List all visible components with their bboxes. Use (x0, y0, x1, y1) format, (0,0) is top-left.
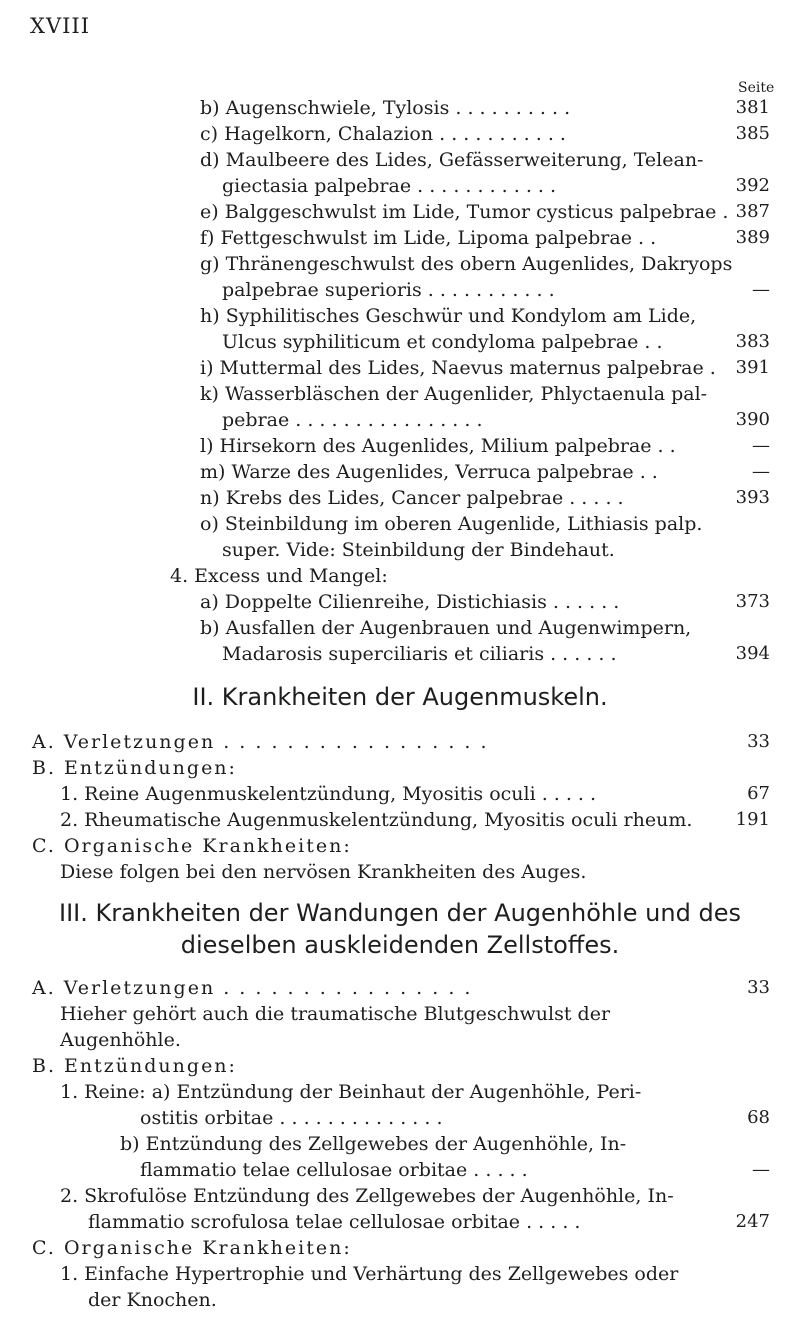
toc-line (88, 1288, 770, 1312)
page-ref: 385 (735, 123, 770, 144)
page-ref: 394 (735, 643, 770, 664)
toc-line (200, 122, 770, 146)
toc-line (200, 96, 770, 120)
toc-line (222, 408, 770, 432)
toc-entry: Augenhöhle. (60, 1029, 181, 1051)
toc-entry: palpebrae superioris . . . . . . . . . . . (222, 279, 555, 301)
toc-entry: h) Syphilitisches Geschwür und Kondylom am Lide, (200, 305, 697, 327)
section-heading: III. Krankheiten der Wandungen der Augenhöhle und des (59, 899, 741, 927)
section-heading-continued: dieselben auskleidenden Zellstoffes. (180, 931, 620, 959)
toc-entry: Ulcus syphiliticum et condyloma palpebrae . . (222, 331, 663, 353)
toc-entry: f) Fettgeschwulst im Lide, Lipoma palpebrae . . (200, 227, 657, 249)
toc-line (200, 304, 770, 328)
toc-entry: 1. Einfache Hypertrophie und Verhärtung des Zellgewebes oder (60, 1263, 679, 1285)
page-ref: 33 (747, 977, 770, 998)
toc-entry: b) Augenschwiele, Tylosis . . . . . . . . . . (200, 97, 571, 119)
toc-entry: A. Verletzungen . . . . . . . . . . . . . . . . (32, 977, 473, 999)
page-number: XVIII (30, 14, 91, 38)
toc-line (200, 382, 770, 406)
toc-entry: m) Warze des Augenlides, Verruca palpebrae . . (200, 461, 658, 483)
page-ref: 33 (747, 731, 770, 752)
toc-entry: a) Doppelte Cilienreihe, Distichiasis . . . . . . (200, 591, 620, 613)
toc-entry: B. Entzündungen: (32, 757, 237, 779)
page-ref: 387 (735, 201, 770, 222)
toc-entry: d) Maulbeere des Lides, Gefässerweiterung, Telean- (200, 149, 704, 171)
section-heading: II. Krankheiten der Augenmuskeln. (192, 683, 608, 711)
page-ref: 392 (735, 175, 770, 196)
toc-line (200, 148, 770, 172)
toc-line (222, 538, 770, 562)
page-ref: 383 (735, 331, 770, 352)
toc-entry: der Knochen. (88, 1289, 217, 1311)
toc-line (60, 808, 770, 832)
toc-entry: o) Steinbildung im oberen Augenlide, Lithiasis palp. (200, 513, 703, 535)
toc-line (32, 1054, 770, 1078)
toc-entry: flammatio scrofulosa telae cellulosae orbitae . . . . . (88, 1211, 581, 1233)
page-ref: — (752, 435, 770, 456)
toc-entry: l) Hirsekorn des Augenlides, Milium palpebrae . . (200, 435, 676, 457)
toc-entry: ostitis orbitae . . . . . . . . . . . . . . (140, 1107, 443, 1129)
toc-entry: 2. Rheumatische Augenmuskelentzündung, Myositis oculi rheum. (60, 809, 693, 831)
toc-line (60, 860, 770, 884)
toc-entry: C. Organische Krankheiten: (32, 1237, 352, 1259)
page-ref: 389 (735, 227, 770, 248)
toc-line (200, 226, 770, 250)
toc-line (140, 1158, 770, 1182)
page-ref: 390 (735, 409, 770, 430)
page-ref: 393 (735, 487, 770, 508)
seite-label: Seite (738, 80, 775, 96)
toc-entry: n) Krebs des Lides, Cancer palpebrae . . . . . (200, 487, 624, 509)
toc-line (60, 1184, 770, 1208)
toc-line (32, 730, 770, 754)
toc-entry: k) Wasserbläschen der Augenlider, Phlyctaenula pal- (200, 383, 708, 405)
toc-line (200, 616, 770, 640)
toc-line (60, 1080, 770, 1104)
toc-line (222, 330, 770, 354)
page-ref: 247 (735, 1211, 770, 1232)
toc-entry: i) Muttermal des Lides, Naevus maternus palpebrae . (200, 357, 716, 379)
toc-entry: 4. Excess und Mangel: (170, 565, 388, 587)
toc-line (200, 590, 770, 614)
toc-line (32, 1236, 770, 1260)
toc-entry: A. Verletzungen . . . . . . . . . . . . . . . . . (32, 731, 489, 753)
toc-entry: b) Entzündung des Zellgewebes der Augenhöhle, In- (120, 1133, 627, 1155)
toc-line (200, 252, 770, 276)
page-ref: — (752, 279, 770, 300)
toc-line (200, 512, 770, 536)
toc-entry: 2. Skrofulöse Entzündung des Zellgewebes der Augenhöhle, In- (60, 1185, 674, 1207)
page-ref: — (752, 1159, 770, 1180)
page-ref: 391 (735, 357, 770, 378)
toc-line (88, 1210, 770, 1234)
toc-entry: B. Entzündungen: (32, 1055, 237, 1077)
toc-entry: c) Hagelkorn, Chalazion . . . . . . . . . . . (200, 123, 566, 145)
toc-entry: b) Ausfallen der Augenbrauen und Augenwimpern, (200, 617, 692, 639)
page-ref: 191 (735, 809, 770, 830)
toc-line (200, 486, 770, 510)
page-ref: — (752, 461, 770, 482)
toc-entry: 1. Reine Augenmuskelentzündung, Myositis oculi . . . . . (60, 783, 597, 805)
toc-entry: flammatio telae cellulosae orbitae . . . . . (140, 1159, 528, 1181)
toc-line (140, 1106, 770, 1130)
toc-line (200, 460, 770, 484)
toc-entry: super. Vide: Steinbildung der Bindehaut. (222, 539, 615, 561)
toc-line (32, 756, 770, 780)
toc-entry: C. Organische Krankheiten: (32, 835, 352, 857)
toc-line (170, 564, 770, 588)
toc-line (200, 200, 770, 224)
toc-line (200, 434, 770, 458)
toc-entry: Hieher gehört auch die traumatische Blutgeschwulst der (60, 1003, 611, 1025)
toc-line (60, 1002, 770, 1026)
toc-entry: Diese folgen bei den nervösen Krankheiten des Auges. (60, 861, 587, 883)
page-ref: 381 (735, 97, 770, 118)
toc-line (222, 174, 770, 198)
toc-line (60, 1262, 770, 1286)
toc-line (60, 1028, 770, 1052)
toc-entry: Madarosis superciliaris et ciliaris . . . . . . (222, 643, 617, 665)
toc-entry: 1. Reine: a) Entzündung der Beinhaut der Augenhöhle, Peri- (60, 1081, 642, 1103)
toc-entry: e) Balggeschwulst im Lide, Tumor cysticus palpebrae . (200, 201, 729, 223)
toc-line (32, 976, 770, 1000)
toc-line (222, 278, 770, 302)
toc-entry: pebrae . . . . . . . . . . . . . . . . (222, 409, 483, 431)
toc-line (60, 782, 770, 806)
toc-line (32, 834, 770, 858)
page-ref: 373 (735, 591, 770, 612)
toc-line (200, 356, 770, 380)
page-ref: 68 (747, 1107, 770, 1128)
toc-entry: giectasia palpebrae . . . . . . . . . . . . (222, 175, 557, 197)
toc-line (222, 642, 770, 666)
toc-line (120, 1132, 770, 1156)
page-ref: 67 (747, 783, 770, 804)
toc-entry: g) Thränengeschwulst des obern Augenlides, Dakryops (200, 253, 733, 275)
